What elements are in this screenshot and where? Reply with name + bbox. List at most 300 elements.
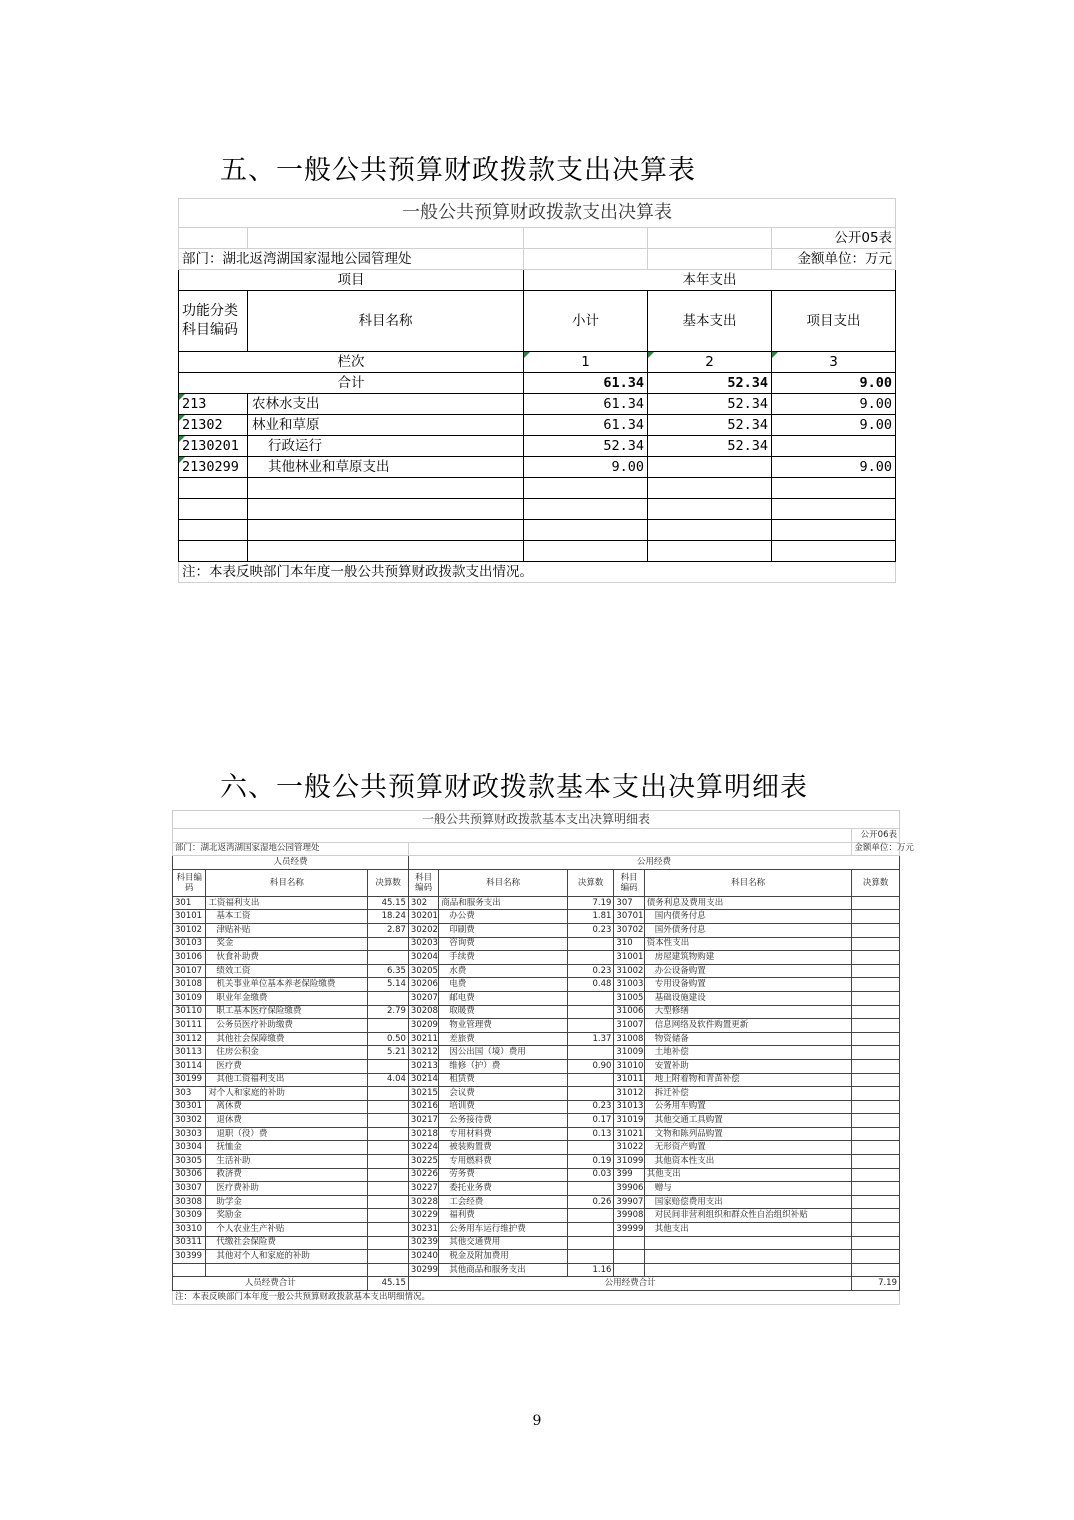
cell-code: 30101 [173,910,206,924]
table6-note: 注：本表反映部门本年度一般公共预算财政拨款基本支出明细情况。 [173,1291,900,1305]
cell-name: 土地补偿 [644,1046,852,1060]
cell-amount [852,1073,900,1087]
table-row [173,1059,900,1073]
row-subtotal: 52.34 [524,436,648,457]
table5-total-label: 合计 [179,373,524,394]
cell-name: 培训费 [439,1100,568,1114]
cell-amount: 0.50 [368,1032,409,1046]
cell-amount: 0.26 [567,1195,614,1209]
cell-code: 39908 [614,1209,644,1223]
cell-code: 30229 [408,1209,438,1223]
cell-code: 30114 [173,1059,206,1073]
row-code: 2130201 [179,436,248,457]
cell-code: 30231 [408,1223,438,1237]
table-row [173,1114,900,1128]
cell-name: 抚恤金 [206,1141,368,1155]
cell-amount [852,1005,900,1019]
cell-code: 30113 [173,1046,206,1060]
cell-name: 维修（护）费 [439,1059,568,1073]
cell-name: 文物和陈列品购置 [644,1127,852,1141]
cell-amount: 0.23 [567,1100,614,1114]
table5-total-value: 61.34 [524,373,648,394]
table-row [173,1087,900,1101]
table6-h-name: 科目名称 [206,869,368,896]
table6-h-name: 科目名称 [439,869,568,896]
cell-amount: 0.13 [567,1127,614,1141]
cell-code: 30110 [173,1005,206,1019]
table5-col-project: 项目支出 [772,291,896,352]
cell-amount: 1.37 [567,1032,614,1046]
cell-code: 30226 [408,1168,438,1182]
cell-code: 30199 [173,1073,206,1087]
cell-code: 31007 [614,1019,644,1033]
cell-code: 31099 [614,1155,644,1169]
cell-amount [852,1155,900,1169]
cell-amount [567,1005,614,1019]
table5-seq: 2 [648,352,772,373]
cell-code: 30206 [408,978,438,992]
cell-amount [852,1087,900,1101]
cell-code: 30301 [173,1100,206,1114]
cell-name: 专用材料费 [439,1127,568,1141]
cell-name [644,1250,852,1264]
cell-name: 专用燃料费 [439,1155,568,1169]
cell-amount [567,951,614,965]
cell-name: 生活补助 [206,1155,368,1169]
cell-name: 对民间非营利组织和群众性自治组织补贴 [644,1209,852,1223]
cell-amount [368,1141,409,1155]
cell-name: 职工基本医疗保险缴费 [206,1005,368,1019]
cell-name: 信息网络及软件购置更新 [644,1019,852,1033]
cell-name: 伙食补助费 [206,951,368,965]
cell-name: 医疗费 [206,1059,368,1073]
section5-heading: 五、一般公共预算财政拨款支出决算表 [220,155,696,186]
cell-code: 30310 [173,1223,206,1237]
cell-code: 30239 [408,1236,438,1250]
table5-form-no: 公开05表 [772,228,896,249]
cell-name: 机关事业单位基本养老保险缴费 [206,978,368,992]
cell-code: 30103 [173,937,206,951]
cell-amount [852,1250,900,1264]
cell-name: 大型修缮 [644,1005,852,1019]
table5-total-value: 52.34 [648,373,772,394]
table-row [179,436,896,457]
cell-amount [368,1182,409,1196]
cell-code: 303 [173,1087,206,1101]
cell-amount [852,1046,900,1060]
row-project: 9.00 [772,394,896,415]
cell-code: 31022 [614,1141,644,1155]
cell-code [614,1236,644,1250]
row-name: 行政运行 [248,436,524,457]
cell-amount [567,937,614,951]
table6-personnel-total-label: 人员经费合计 [173,1277,368,1291]
row-name: 农林水支出 [248,394,524,415]
cell-code: 31019 [614,1114,644,1128]
cell-code [614,1263,644,1277]
table-row [173,910,900,924]
cell-name: 公务用车运行维护费 [439,1223,568,1237]
cell-amount [852,1223,900,1237]
cell-amount [567,1087,614,1101]
cell-name: 其他支出 [644,1223,852,1237]
cell-amount [368,991,409,1005]
cell-code: 31011 [614,1073,644,1087]
table-row [179,415,896,436]
cell-name: 邮电费 [439,991,568,1005]
cell-name: 其他交通工具购置 [644,1114,852,1128]
table5-note: 注：本表反映部门本年度一般公共预算财政拨款支出情况。 [179,562,896,583]
row-project [772,436,896,457]
basic-expenditure-detail-table [172,810,914,1305]
cell-amount [852,1059,900,1073]
cell-name: 救济费 [206,1168,368,1182]
table5-col-code: 功能分类科目编码 [179,291,248,352]
cell-amount [567,1209,614,1223]
cell-amount [368,1223,409,1237]
cell-name: 对个人和家庭的补助 [206,1087,368,1101]
table-row [173,1141,900,1155]
cell-name: 国内债务付息 [644,910,852,924]
cell-amount [368,1195,409,1209]
cell-code: 31003 [614,978,644,992]
cell-amount [368,951,409,965]
cell-code: 302 [408,896,438,910]
cell-amount [368,1019,409,1033]
table5-seq: 1 [524,352,648,373]
cell-code: 30211 [408,1032,438,1046]
cell-amount [852,910,900,924]
table-row [173,1005,900,1019]
table-row [173,1032,900,1046]
cell-name: 其他社会保障缴费 [206,1032,368,1046]
cell-name: 公务用车购置 [644,1100,852,1114]
cell-amount [567,1182,614,1196]
cell-code: 30240 [408,1250,438,1264]
cell-name: 绩效工资 [206,964,368,978]
table6-public-total-label: 公用经费合计 [408,1277,851,1291]
cell-amount [567,1236,614,1250]
cell-code: 30205 [408,964,438,978]
table-row [173,1182,900,1196]
cell-name: 资本性支出 [644,937,852,951]
cell-amount: 2.79 [368,1005,409,1019]
cell-amount [852,896,900,910]
cell-amount [852,1236,900,1250]
row-name: 林业和草原 [248,415,524,436]
table5-col-basic: 基本支出 [648,291,772,352]
cell-name: 水费 [439,964,568,978]
cell-name: 公务员医疗补助缴费 [206,1019,368,1033]
cell-name: 国家赔偿费用支出 [644,1195,852,1209]
table6-h-code: 科目编码 [614,869,644,896]
table5-seq-label: 栏次 [179,352,524,373]
cell-amount: 7.19 [567,896,614,910]
cell-amount [852,1263,900,1277]
cell-code: 30307 [173,1182,206,1196]
cell-amount [567,1250,614,1264]
table-row [173,1155,900,1169]
cell-name: 拆迁补偿 [644,1087,852,1101]
cell-amount [567,1073,614,1087]
cell-amount: 0.23 [567,923,614,937]
table-row [173,1263,900,1277]
table5-seq: 3 [772,352,896,373]
cell-amount [368,1263,409,1277]
table-row [173,1046,900,1060]
cell-name: 其他对个人和家庭的补助 [206,1250,368,1264]
cell-name: 其他工资福利支出 [206,1073,368,1087]
cell-amount: 5.14 [368,978,409,992]
cell-code: 31002 [614,964,644,978]
cell-amount [368,1087,409,1101]
cell-amount: 1.81 [567,910,614,924]
cell-amount [368,1250,409,1264]
cell-amount [567,1141,614,1155]
cell-name: 被装购置费 [439,1141,568,1155]
cell-code: 30214 [408,1073,438,1087]
cell-code: 30215 [408,1087,438,1101]
table6-unit: 金额单位：万元 [852,842,900,856]
cell-code: 30209 [408,1019,438,1033]
cell-code: 30306 [173,1168,206,1182]
cell-code: 399 [614,1168,644,1182]
cell-amount: 1.16 [567,1263,614,1277]
cell-amount [852,991,900,1005]
cell-name: 福利费 [439,1209,568,1223]
table-row [179,457,896,478]
table5-unit: 金额单位：万元 [772,249,896,270]
table5-col-item: 项目 [179,270,524,291]
cell-code: 31021 [614,1127,644,1141]
cell-code: 30228 [408,1195,438,1209]
cell-code: 39907 [614,1195,644,1209]
cell-name: 其他支出 [644,1168,852,1182]
table6-h-amount: 决算数 [567,869,614,896]
cell-amount [852,1127,900,1141]
cell-code [173,1263,206,1277]
cell-name: 奖金 [206,937,368,951]
cell-amount [852,1182,900,1196]
table-row [173,923,900,937]
cell-name: 医疗费补助 [206,1182,368,1196]
cell-code: 39906 [614,1182,644,1196]
cell-name: 办公费 [439,910,568,924]
cell-name: 其他商品和服务支出 [439,1263,568,1277]
table-row [173,937,900,951]
row-code: 21302 [179,415,248,436]
cell-amount [368,1155,409,1169]
cell-code: 30311 [173,1236,206,1250]
table-row [173,896,900,910]
cell-name: 工资福利支出 [206,896,368,910]
cell-code: 30299 [408,1263,438,1277]
cell-code: 301 [173,896,206,910]
table-row [173,1195,900,1209]
cell-name: 离休费 [206,1100,368,1114]
cell-code: 30217 [408,1114,438,1128]
cell-amount: 0.48 [567,978,614,992]
cell-code: 30302 [173,1114,206,1128]
cell-code: 30107 [173,964,206,978]
cell-code: 30112 [173,1032,206,1046]
table-row [173,1168,900,1182]
table-row [173,1250,900,1264]
cell-code: 30218 [408,1127,438,1141]
cell-code [614,1250,644,1264]
cell-code: 30701 [614,910,644,924]
row-subtotal: 61.34 [524,415,648,436]
cell-name: 劳务费 [439,1168,568,1182]
cell-name: 专用设备购置 [644,978,852,992]
table6-h-name: 科目名称 [644,869,852,896]
cell-amount [852,964,900,978]
cell-code: 30224 [408,1141,438,1155]
cell-name [644,1236,852,1250]
cell-code: 30106 [173,951,206,965]
table5-dept: 部门：湖北返湾湖国家湿地公园管理处 [179,249,524,270]
cell-name: 其他交通费用 [439,1236,568,1250]
table-row [173,1127,900,1141]
empty-row [179,478,896,499]
cell-name: 奖励金 [206,1209,368,1223]
cell-code: 30399 [173,1250,206,1264]
cell-amount [852,1114,900,1128]
table-row [173,964,900,978]
cell-code: 30309 [173,1209,206,1223]
cell-name: 因公出国（境）费用 [439,1046,568,1060]
cell-code: 310 [614,937,644,951]
table-row [173,1236,900,1250]
cell-name: 津贴补贴 [206,923,368,937]
cell-name: 办公设备购置 [644,964,852,978]
row-code: 2130299 [179,457,248,478]
table5-col-year: 本年支出 [524,270,896,291]
cell-name: 税金及附加费用 [439,1250,568,1264]
cell-amount [852,1100,900,1114]
cell-name: 退职（役）费 [206,1127,368,1141]
cell-code: 31005 [614,991,644,1005]
cell-amount [368,1209,409,1223]
cell-amount: 0.23 [567,964,614,978]
cell-name: 助学金 [206,1195,368,1209]
table5-total-value: 9.00 [772,373,896,394]
cell-name: 房屋建筑物购建 [644,951,852,965]
table6-h-amount: 决算数 [852,869,900,896]
cell-code: 30111 [173,1019,206,1033]
cell-name: 个人农业生产补贴 [206,1223,368,1237]
cell-amount [852,1209,900,1223]
cell-code: 30213 [408,1059,438,1073]
cell-code: 31009 [614,1046,644,1060]
cell-name: 公务接待费 [439,1114,568,1128]
cell-name [206,1263,368,1277]
table5-col-subtotal: 小计 [524,291,648,352]
row-basic: 52.34 [648,436,772,457]
table6-public-label: 公用经费 [408,856,899,870]
cell-name: 咨询费 [439,937,568,951]
table6-h-code: 科目编码 [173,869,206,896]
cell-code: 307 [614,896,644,910]
cell-amount [368,1114,409,1128]
cell-amount [368,1168,409,1182]
general-budget-expenditure-table [178,198,896,583]
cell-name: 其他资本性支出 [644,1155,852,1169]
cell-amount: 0.17 [567,1114,614,1128]
cell-code: 31010 [614,1059,644,1073]
table6-h-code: 科目编码 [408,869,438,896]
cell-amount [567,1223,614,1237]
empty-row [179,499,896,520]
cell-name: 无形资产购置 [644,1141,852,1155]
cell-amount [368,1127,409,1141]
cell-code: 30305 [173,1155,206,1169]
cell-amount [852,1019,900,1033]
row-basic [648,457,772,478]
cell-name: 会议费 [439,1087,568,1101]
cell-name: 地上附着物和青苗补偿 [644,1073,852,1087]
cell-amount: 2.87 [368,923,409,937]
cell-name: 退休费 [206,1114,368,1128]
cell-name: 代缴社会保险费 [206,1236,368,1250]
cell-code: 31012 [614,1087,644,1101]
cell-amount: 5.21 [368,1046,409,1060]
cell-name: 基础设施建设 [644,991,852,1005]
table5-col-name: 科目名称 [248,291,524,352]
cell-amount [368,1100,409,1114]
empty-row [179,520,896,541]
cell-code: 30203 [408,937,438,951]
cell-name: 职业年金缴费 [206,991,368,1005]
cell-name: 基本工资 [206,910,368,924]
cell-code: 30303 [173,1127,206,1141]
cell-name: 安置补助 [644,1059,852,1073]
cell-name [644,1263,852,1277]
empty-row [179,541,896,562]
cell-amount [368,1236,409,1250]
cell-amount [852,978,900,992]
cell-code: 30202 [408,923,438,937]
cell-name: 债务利息及费用支出 [644,896,852,910]
cell-code: 30201 [408,910,438,924]
cell-name: 取暖费 [439,1005,568,1019]
row-subtotal: 61.34 [524,394,648,415]
cell-amount [852,1141,900,1155]
cell-amount: 4.04 [368,1073,409,1087]
cell-name: 手续费 [439,951,568,965]
row-code: 213 [179,394,248,415]
table-row [173,1209,900,1223]
cell-code: 30212 [408,1046,438,1060]
cell-amount [852,951,900,965]
table6-public-total: 7.19 [852,1277,900,1291]
row-project: 9.00 [772,415,896,436]
table-row [173,1100,900,1114]
cell-code: 31001 [614,951,644,965]
row-basic: 52.34 [648,415,772,436]
table-row [173,1223,900,1237]
table-row [173,991,900,1005]
page-number: 9 [532,1413,542,1429]
cell-name: 国外债务付息 [644,923,852,937]
table-row [173,1073,900,1087]
cell-code: 30308 [173,1195,206,1209]
cell-amount: 0.19 [567,1155,614,1169]
table6-personnel-total: 45.15 [368,1277,409,1291]
cell-name: 商品和服务支出 [439,896,568,910]
cell-amount: 45.15 [368,896,409,910]
table-row [173,978,900,992]
